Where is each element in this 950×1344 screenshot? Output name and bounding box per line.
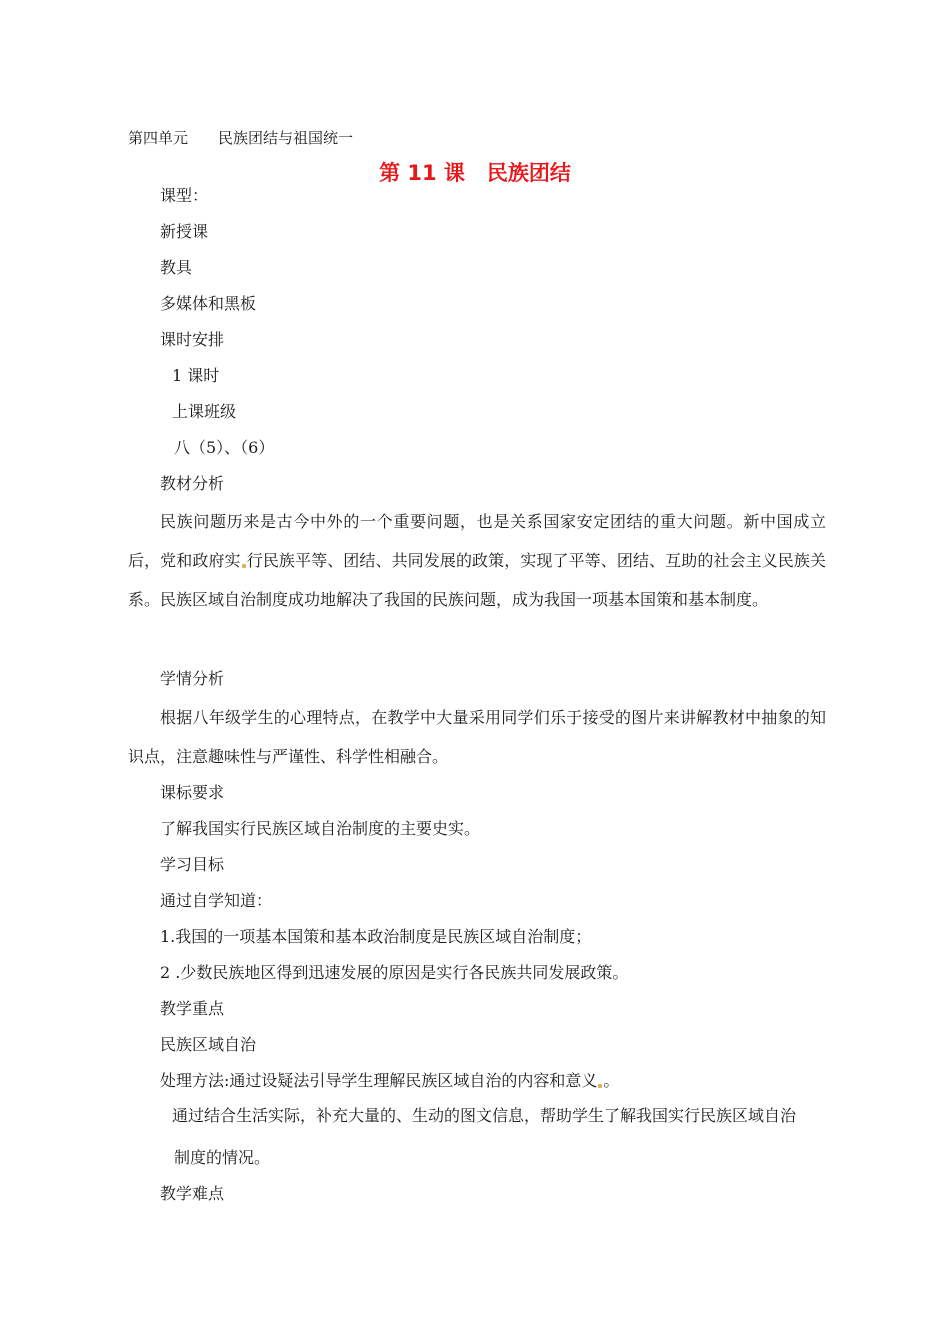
unit-header [128,128,353,148]
students-label: 学情分析 [160,669,225,688]
class-label: 上课班级 [172,402,237,421]
type-label: 课型： [160,186,209,205]
difficulties-label: 教学难点 [160,1184,225,1203]
textbook-analysis-text [128,502,826,619]
goals-intro: 通过自学知道： [160,891,273,910]
key-points-method [160,1071,619,1091]
goals-label: 学习目标 [160,855,225,874]
lesson-name: 民族团结 [486,161,571,185]
type-value: 新授课 [160,222,209,241]
tools-value: 多媒体和黑板 [160,294,257,313]
standard-label: 课标要求 [160,783,225,802]
lesson-title [0,160,950,186]
lesson-number: 第 11 课 [379,161,465,185]
textbook-text-part1: 民族问题历来是古今中外的一个重要问题，也是关系国家安定团结的重大问题。新中国成立后，党和政府实 [128,512,826,570]
students-analysis-text: 根据八年级学生的心理特点，在教学中大量采用同学们乐于接受的图片来讲解教材中抽象的知识点，注意趣味性与严谨性、科学性相融合。 [128,708,826,766]
textbook-label: 教材分析 [160,474,225,493]
textbook-text-part2: 行民族平等、团结、共同发展的政策，实现了平等、团结、互助的社会主义民族关系。民族区域自治制度成功地解决了我国的民族问题，成为我国一项基本国策和基本制度。 [128,551,826,609]
hours-value: 1 课时 [172,366,220,385]
mark-dot [242,564,246,568]
class-value: 八（5）、（6） [174,438,275,457]
unit-title: 民族团结与祖国统一 [218,129,354,147]
key-points-detail-1: 通过结合生活实际，补充大量的、生动的图文信息，帮助学生了解我国实行民族区域自治 [172,1106,797,1125]
hours-label: 课时安排 [160,330,225,349]
key-points-detail-2: 制度的情况。 [174,1148,271,1167]
method-end: 。 [603,1071,620,1090]
method-text: 处理方法:通过设疑法引导学生理解民族区域自治的内容和意义 [160,1071,598,1090]
key-points-label: 教学重点 [160,999,225,1018]
tools-label: 教具 [160,258,193,277]
standard-text: 了解我国实行民族区域自治制度的主要史实。 [160,819,481,838]
goal-item-2: 2 .少数民族地区得到迅速发展的原因是实行各民族共同发展政策。 [160,963,629,982]
key-points-value: 民族区域自治 [160,1035,257,1054]
unit-label: 第四单元 [128,129,189,147]
mark-dot [598,1084,602,1088]
goal-item-1: 1.我国的一项基本国策和基本政治制度是民族区域自治制度； [160,927,592,946]
